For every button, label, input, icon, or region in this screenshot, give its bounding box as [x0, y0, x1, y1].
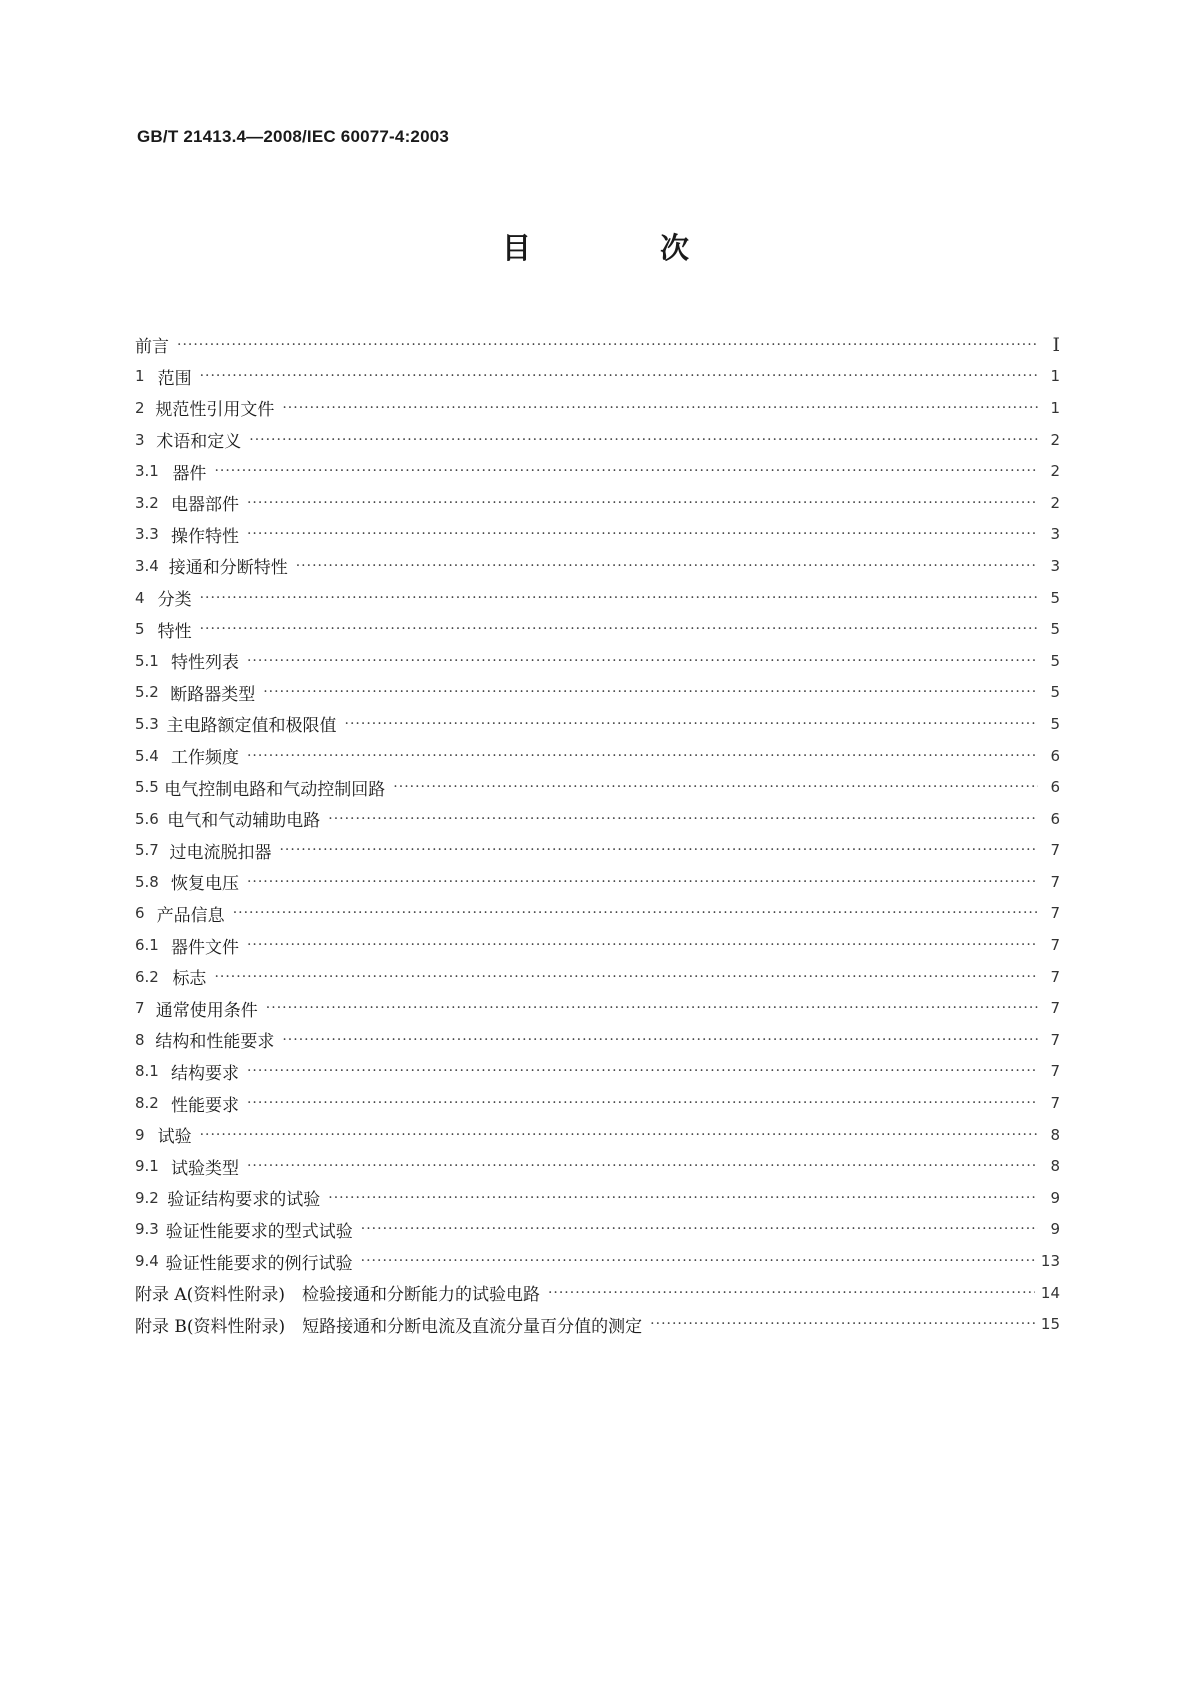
toc-entry-page: 2: [1050, 430, 1060, 449]
toc-leader-dots: [393, 780, 1038, 794]
toc-leader-dots: [279, 843, 1038, 857]
toc-entry-number: 9.1: [135, 1157, 159, 1176]
toc-entry[interactable]: [135, 645, 1060, 677]
toc-entry-page: 15: [1040, 1315, 1060, 1334]
toc-entry-page: 8: [1050, 1125, 1060, 1144]
toc-entry[interactable]: [135, 1024, 1060, 1056]
toc-entry-number: 3.1: [135, 462, 159, 481]
toc-leader-dots: [548, 1286, 1035, 1300]
toc-entry[interactable]: [135, 835, 1060, 867]
toc-entry[interactable]: [135, 1182, 1060, 1214]
toc-entry-title: 产品信息: [156, 905, 225, 926]
toc-entry-number: 5.4: [135, 746, 159, 765]
toc-leader-dots: [247, 496, 1038, 510]
toc-leader-dots: [247, 749, 1038, 763]
toc-entry-page: 3: [1050, 525, 1060, 544]
toc-entry[interactable]: [135, 582, 1060, 614]
toc-entry-page: 6: [1050, 746, 1060, 765]
toc-leader-dots: [266, 1001, 1038, 1015]
toc-entry-title: 试验类型: [170, 1158, 239, 1179]
toc-entry-number: 1: [135, 367, 145, 386]
toc-entry-number: 3: [135, 430, 145, 449]
toc-entry-number: 5.8: [135, 872, 159, 891]
toc-entry-title: 验证结构要求的试验: [167, 1190, 321, 1211]
toc-entry-page: 1: [1050, 398, 1060, 417]
toc-entry[interactable]: [135, 550, 1060, 582]
standard-number: GB/T 21413.4—2008/IEC 60077-4:2003: [137, 127, 450, 146]
toc-entry-title: 恢复电压: [170, 874, 239, 895]
toc-entry-page: Ⅰ: [1052, 333, 1060, 356]
toc-entry-title: 附录 A(资料性附录) 检验接通和分断能力的试验电路: [135, 1285, 540, 1306]
toc-entry-page: 2: [1050, 462, 1060, 481]
toc-entry-number: 8: [135, 1030, 145, 1049]
toc-entry-page: 7: [1050, 1030, 1060, 1049]
toc-entry-page: 13: [1040, 1252, 1060, 1271]
toc-leader-dots: [214, 464, 1038, 478]
toc-entry-page: 5: [1050, 620, 1060, 639]
toc-entry[interactable]: [135, 740, 1060, 772]
toc-entry-number: 6: [135, 904, 145, 923]
toc-entry-title: 器件文件: [170, 937, 239, 958]
toc-entry-number: 5.7: [135, 841, 159, 860]
toc-entry-number: 4: [135, 588, 145, 607]
toc-entry-number: 2: [135, 398, 145, 417]
toc-leader-dots: [247, 527, 1038, 541]
toc-entry-title: 结构要求: [170, 1063, 239, 1084]
toc-leader-dots: [282, 401, 1038, 415]
toc-entry-title: 标志: [172, 969, 207, 990]
toc-entry[interactable]: [135, 361, 1060, 393]
toc-entry[interactable]: [135, 898, 1060, 930]
toc-entry-page: 6: [1050, 809, 1060, 828]
toc-entry[interactable]: [135, 992, 1060, 1024]
toc-leader-dots: [247, 1064, 1038, 1078]
toc-leader-dots: [328, 812, 1038, 826]
toc-leader-dots: [263, 685, 1038, 699]
toc-entry-number: 7: [135, 999, 145, 1018]
toc-entry-title: 操作特性: [170, 526, 239, 547]
toc-leader-dots: [247, 1159, 1038, 1173]
toc-entry-page: 7: [1050, 936, 1060, 955]
toc-leader-dots: [328, 1191, 1038, 1205]
toc-leader-dots: [214, 970, 1038, 984]
toc-entry[interactable]: [135, 455, 1060, 487]
toc-entry-page: 5: [1050, 714, 1060, 733]
toc-entry[interactable]: [135, 1119, 1060, 1151]
toc-leader-dots: [345, 717, 1038, 731]
toc-entry-page: 5: [1050, 588, 1060, 607]
toc-entry-number: 5.1: [135, 651, 159, 670]
toc-leader-dots: [200, 622, 1038, 636]
toc-leader-dots: [233, 906, 1038, 920]
toc-entry[interactable]: [135, 677, 1060, 709]
toc-entry[interactable]: [135, 329, 1060, 361]
toc-leader-dots: [361, 1254, 1035, 1268]
toc-entry-number: 3.2: [135, 493, 159, 512]
toc-entry-number: 9: [135, 1125, 145, 1144]
toc-entry-page: 5: [1050, 683, 1060, 702]
toc-entry-number: 8.1: [135, 1062, 159, 1081]
toc-entry-title: 接通和分断特性: [168, 558, 288, 579]
toc-entry-title: 通常使用条件: [155, 1000, 258, 1021]
toc-entry-title: 特性列表: [170, 653, 239, 674]
toc-entry-title: 性能要求: [170, 1095, 239, 1116]
toc-entry-title: 结构和性能要求: [155, 1032, 275, 1053]
toc-entry-page: 9: [1050, 1188, 1060, 1207]
toc-entry[interactable]: [135, 613, 1060, 645]
toc-entry-page: 7: [1050, 1094, 1060, 1113]
toc-entry-page: 5: [1050, 651, 1060, 670]
page-title: 目 次: [501, 231, 739, 265]
toc-entry-title: 前言: [135, 337, 169, 358]
toc-entry-title: 主电路额定值和极限值: [166, 716, 337, 737]
toc-entry-number: 9.2: [135, 1188, 159, 1207]
toc-entry-page: 7: [1050, 841, 1060, 860]
toc-entry[interactable]: [135, 1245, 1060, 1277]
toc-entry-number: 5.3: [135, 714, 159, 733]
toc-entry-title: 过电流脱扣器: [169, 842, 272, 863]
toc-entry-number: 3.4: [135, 556, 159, 575]
toc-leader-dots: [249, 433, 1038, 447]
toc-entry[interactable]: [135, 392, 1060, 424]
toc-entry[interactable]: [135, 424, 1060, 456]
toc-entry-title: 器件: [172, 463, 207, 484]
toc-entry-page: 6: [1050, 778, 1060, 797]
toc-entry[interactable]: [135, 929, 1060, 961]
toc-entry[interactable]: [135, 1277, 1060, 1309]
toc-entry-title: 验证性能要求的型式试验: [165, 1221, 353, 1242]
toc-entry-page: 7: [1050, 999, 1060, 1018]
toc-entry-page: 2: [1050, 493, 1060, 512]
toc-leader-dots: [296, 559, 1038, 573]
toc-leader-dots: [247, 1096, 1038, 1110]
toc-leader-dots: [200, 369, 1038, 383]
toc-entry[interactable]: [135, 771, 1060, 803]
toc-entry[interactable]: [135, 1087, 1060, 1119]
toc-entry-title: 规范性引用文件: [155, 400, 275, 421]
toc-entry-title: 特性: [157, 621, 192, 642]
toc-entry-page: 3: [1050, 556, 1060, 575]
table-of-contents: [135, 329, 1060, 1340]
toc-entry-title: 工作频度: [170, 748, 239, 769]
toc-entry-page: 7: [1050, 1062, 1060, 1081]
toc-entry-number: 6.1: [135, 936, 159, 955]
toc-leader-dots: [282, 1033, 1038, 1047]
toc-entry-number: 5.5: [135, 778, 159, 797]
toc-entry-title: 分类: [157, 590, 192, 611]
toc-leader-dots: [361, 1222, 1038, 1236]
toc-entry-number: 3.3: [135, 525, 159, 544]
toc-entry-title: 电器部件: [170, 495, 239, 516]
toc-entry[interactable]: [135, 1214, 1060, 1246]
toc-entry-title: 电气控制电路和气动控制回路: [164, 779, 386, 800]
toc-entry-title: 电气和气动辅助电路: [167, 811, 321, 832]
toc-entry-page: 8: [1050, 1157, 1060, 1176]
toc-entry-title: 范围: [157, 368, 192, 389]
toc-leader-dots: [650, 1317, 1035, 1331]
toc-entry-title: 试验: [157, 1127, 192, 1148]
toc-entry-page: 7: [1050, 967, 1060, 986]
toc-entry[interactable]: [135, 1308, 1060, 1340]
toc-entry-number: 5.2: [135, 683, 159, 702]
toc-entry-number: 8.2: [135, 1094, 159, 1113]
toc-entry-title: 断路器类型: [170, 684, 256, 705]
toc-leader-dots: [247, 875, 1038, 889]
toc-entry-number: 5: [135, 620, 145, 639]
toc-entry[interactable]: [135, 803, 1060, 835]
toc-entry-page: 9: [1050, 1220, 1060, 1239]
toc-entry[interactable]: [135, 1150, 1060, 1182]
toc-leader-dots: [200, 1128, 1038, 1142]
toc-entry-title: 术语和定义: [156, 432, 242, 453]
toc-entry[interactable]: [135, 866, 1060, 898]
toc-entry[interactable]: [135, 519, 1060, 551]
toc-entry[interactable]: [135, 487, 1060, 519]
toc-entry-title: 附录 B(资料性附录) 短路接通和分断电流及直流分量百分值的测定: [135, 1316, 643, 1337]
toc-entry-page: 7: [1050, 904, 1060, 923]
toc-leader-dots: [200, 591, 1038, 605]
toc-entry-page: 1: [1050, 367, 1060, 386]
toc-entry-page: 14: [1040, 1283, 1060, 1302]
toc-entry-title: 验证性能要求的例行试验: [165, 1253, 353, 1274]
toc-leader-dots: [247, 938, 1038, 952]
toc-entry[interactable]: [135, 961, 1060, 993]
toc-entry-number: 6.2: [135, 967, 159, 986]
toc-leader-dots: [177, 338, 1038, 352]
toc-entry-number: 9.3: [135, 1220, 159, 1239]
toc-entry[interactable]: [135, 1056, 1060, 1088]
toc-entry[interactable]: [135, 708, 1060, 740]
toc-leader-dots: [247, 654, 1038, 668]
toc-entry-number: 5.6: [135, 809, 159, 828]
toc-entry-page: 7: [1050, 872, 1060, 891]
toc-entry-number: 9.4: [135, 1252, 159, 1271]
